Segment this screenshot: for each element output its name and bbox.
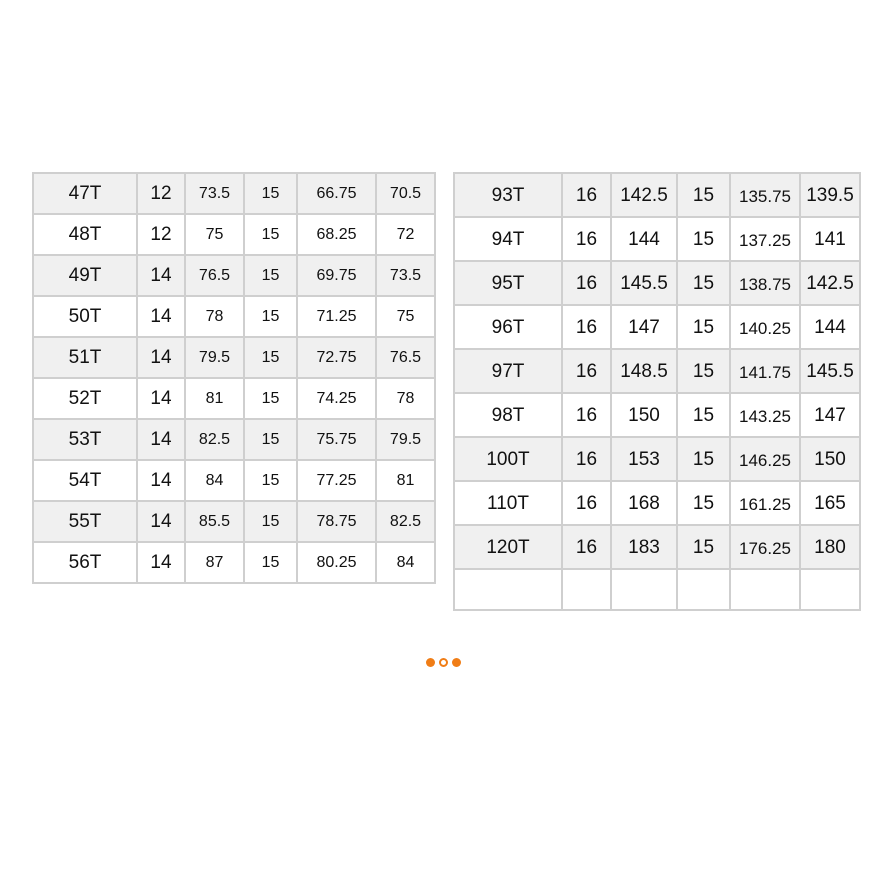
table-cell: 15 bbox=[244, 501, 297, 542]
table-row bbox=[454, 393, 860, 437]
table-cell: 71.25 bbox=[297, 296, 376, 337]
table-cell: 145.5 bbox=[800, 349, 860, 393]
table-cell: 139.5 bbox=[800, 173, 860, 217]
table-cell: 142.5 bbox=[611, 173, 677, 217]
spec-table-right bbox=[453, 172, 861, 611]
table-cell: 95T bbox=[454, 261, 562, 305]
table-cell: 50T bbox=[33, 296, 137, 337]
table-cell: 12 bbox=[137, 173, 185, 214]
table-cell: 140.25 bbox=[730, 305, 800, 349]
table-cell: 141 bbox=[800, 217, 860, 261]
table-row bbox=[454, 437, 860, 481]
table-cell bbox=[454, 569, 562, 610]
table-cell: 137.25 bbox=[730, 217, 800, 261]
table-cell: 15 bbox=[677, 173, 730, 217]
table-cell: 15 bbox=[244, 173, 297, 214]
table-cell: 54T bbox=[33, 460, 137, 501]
table-row bbox=[33, 501, 435, 542]
table-row bbox=[33, 378, 435, 419]
table-cell: 97T bbox=[454, 349, 562, 393]
table-row-empty bbox=[454, 569, 860, 610]
table-cell: 15 bbox=[244, 255, 297, 296]
table-cell: 15 bbox=[677, 349, 730, 393]
spec-table-left bbox=[32, 172, 436, 584]
table-cell: 80.25 bbox=[297, 542, 376, 583]
table-cell: 93T bbox=[454, 173, 562, 217]
table-cell: 153 bbox=[611, 437, 677, 481]
table-cell: 16 bbox=[562, 481, 611, 525]
table-cell: 143.25 bbox=[730, 393, 800, 437]
table-cell: 78 bbox=[376, 378, 435, 419]
table-cell: 85.5 bbox=[185, 501, 244, 542]
table-cell bbox=[800, 569, 860, 610]
table-cell: 81 bbox=[185, 378, 244, 419]
table-row bbox=[454, 173, 860, 217]
table-cell: 15 bbox=[677, 393, 730, 437]
table-row bbox=[33, 542, 435, 583]
table-cell: 78.75 bbox=[297, 501, 376, 542]
table-cell: 144 bbox=[611, 217, 677, 261]
table-cell: 180 bbox=[800, 525, 860, 569]
table-cell: 110T bbox=[454, 481, 562, 525]
table-cell: 120T bbox=[454, 525, 562, 569]
table-row bbox=[33, 296, 435, 337]
table-row bbox=[454, 525, 860, 569]
table-cell: 84 bbox=[376, 542, 435, 583]
table-cell: 52T bbox=[33, 378, 137, 419]
table-cell: 165 bbox=[800, 481, 860, 525]
pagination-dot-3[interactable] bbox=[452, 658, 461, 667]
table-cell: 183 bbox=[611, 525, 677, 569]
table-cell: 14 bbox=[137, 419, 185, 460]
table-cell: 75 bbox=[185, 214, 244, 255]
table-cell: 161.25 bbox=[730, 481, 800, 525]
table-cell bbox=[677, 569, 730, 610]
table-cell: 47T bbox=[33, 173, 137, 214]
table-cell: 147 bbox=[800, 393, 860, 437]
table-cell: 144 bbox=[800, 305, 860, 349]
table-cell: 15 bbox=[677, 437, 730, 481]
table-cell: 56T bbox=[33, 542, 137, 583]
table-row bbox=[33, 419, 435, 460]
table-cell: 15 bbox=[244, 337, 297, 378]
table-row bbox=[33, 173, 435, 214]
table-cell: 14 bbox=[137, 255, 185, 296]
table-cell: 135.75 bbox=[730, 173, 800, 217]
table-cell bbox=[730, 569, 800, 610]
table-cell: 16 bbox=[562, 261, 611, 305]
table-cell: 55T bbox=[33, 501, 137, 542]
table-cell: 75 bbox=[376, 296, 435, 337]
table-row bbox=[33, 255, 435, 296]
table-row bbox=[454, 217, 860, 261]
table-cell: 96T bbox=[454, 305, 562, 349]
table-cell: 14 bbox=[137, 501, 185, 542]
table-cell: 14 bbox=[137, 378, 185, 419]
table-cell: 66.75 bbox=[297, 173, 376, 214]
table-cell: 51T bbox=[33, 337, 137, 378]
table-cell: 53T bbox=[33, 419, 137, 460]
table-row bbox=[454, 261, 860, 305]
table-cell: 138.75 bbox=[730, 261, 800, 305]
table-cell: 150 bbox=[800, 437, 860, 481]
table-cell: 94T bbox=[454, 217, 562, 261]
table-cell: 145.5 bbox=[611, 261, 677, 305]
table-cell: 15 bbox=[244, 419, 297, 460]
table-cell: 77.25 bbox=[297, 460, 376, 501]
table-cell: 15 bbox=[244, 542, 297, 583]
table-cell: 82.5 bbox=[185, 419, 244, 460]
table-cell: 16 bbox=[562, 173, 611, 217]
table-cell: 16 bbox=[562, 437, 611, 481]
table-cell: 176.25 bbox=[730, 525, 800, 569]
table-cell: 14 bbox=[137, 542, 185, 583]
table-cell: 16 bbox=[562, 305, 611, 349]
table-cell: 81 bbox=[376, 460, 435, 501]
table-cell: 14 bbox=[137, 337, 185, 378]
table-cell: 79.5 bbox=[185, 337, 244, 378]
table-cell: 16 bbox=[562, 217, 611, 261]
table-cell: 73.5 bbox=[376, 255, 435, 296]
table-row bbox=[454, 305, 860, 349]
table-row bbox=[454, 349, 860, 393]
table-cell: 87 bbox=[185, 542, 244, 583]
table-cell bbox=[562, 569, 611, 610]
table-cell: 15 bbox=[677, 217, 730, 261]
table-cell: 168 bbox=[611, 481, 677, 525]
table-row bbox=[33, 460, 435, 501]
table-cell: 79.5 bbox=[376, 419, 435, 460]
table-cell: 142.5 bbox=[800, 261, 860, 305]
table-cell: 49T bbox=[33, 255, 137, 296]
table-row bbox=[33, 214, 435, 255]
table-cell: 12 bbox=[137, 214, 185, 255]
table-cell: 14 bbox=[137, 460, 185, 501]
table-cell: 74.25 bbox=[297, 378, 376, 419]
table-cell: 75.75 bbox=[297, 419, 376, 460]
table-cell: 100T bbox=[454, 437, 562, 481]
table-cell: 15 bbox=[244, 378, 297, 419]
table-cell bbox=[611, 569, 677, 610]
table-cell: 16 bbox=[562, 525, 611, 569]
table-cell: 15 bbox=[244, 460, 297, 501]
pagination-dot-1[interactable] bbox=[426, 658, 435, 667]
table-cell: 15 bbox=[677, 305, 730, 349]
table-cell: 73.5 bbox=[185, 173, 244, 214]
pagination-dots bbox=[426, 658, 461, 667]
table-cell: 82.5 bbox=[376, 501, 435, 542]
table-cell: 98T bbox=[454, 393, 562, 437]
table-cell: 14 bbox=[137, 296, 185, 337]
table-cell: 141.75 bbox=[730, 349, 800, 393]
table-cell: 15 bbox=[244, 214, 297, 255]
table-cell: 78 bbox=[185, 296, 244, 337]
table-cell: 16 bbox=[562, 349, 611, 393]
table-cell: 15 bbox=[677, 481, 730, 525]
table-row bbox=[33, 337, 435, 378]
table-cell: 72 bbox=[376, 214, 435, 255]
pagination-dot-2[interactable] bbox=[439, 658, 448, 667]
table-cell: 68.25 bbox=[297, 214, 376, 255]
table-cell: 48T bbox=[33, 214, 137, 255]
table-cell: 16 bbox=[562, 393, 611, 437]
table-cell: 84 bbox=[185, 460, 244, 501]
table-cell: 147 bbox=[611, 305, 677, 349]
table-cell: 148.5 bbox=[611, 349, 677, 393]
table-cell: 70.5 bbox=[376, 173, 435, 214]
table-cell: 72.75 bbox=[297, 337, 376, 378]
table-cell: 69.75 bbox=[297, 255, 376, 296]
table-row bbox=[454, 481, 860, 525]
table-cell: 15 bbox=[677, 261, 730, 305]
table-cell: 146.25 bbox=[730, 437, 800, 481]
table-cell: 15 bbox=[677, 525, 730, 569]
table-cell: 76.5 bbox=[185, 255, 244, 296]
table-cell: 76.5 bbox=[376, 337, 435, 378]
table-cell: 150 bbox=[611, 393, 677, 437]
table-cell: 15 bbox=[244, 296, 297, 337]
